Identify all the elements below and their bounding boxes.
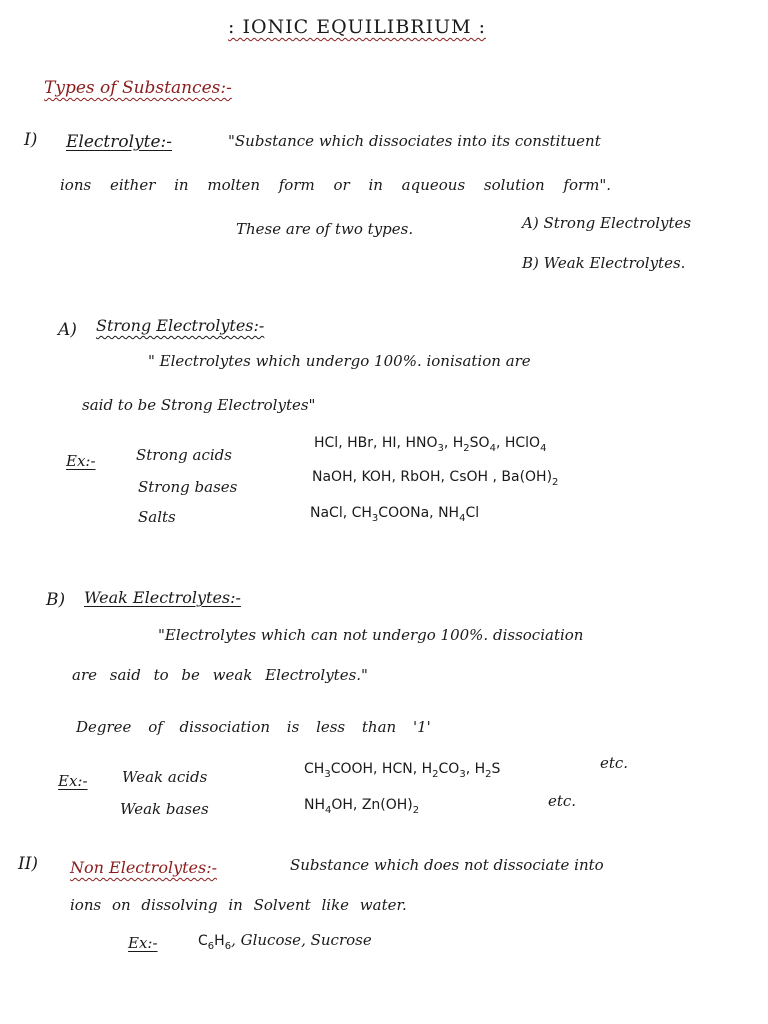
electrolyte-def-line2: ions either in molten form or in aqueous solution form". <box>60 176 612 194</box>
electrolyte-type-b: B) Weak Electrolytes. <box>522 254 686 272</box>
weak-acids-label: Weak acids <box>122 768 208 786</box>
formula: $NH_4OH$, $Zn(OH)_2$ <box>304 797 420 816</box>
strong-def-line1: " Electrolytes which undergo 100%. ionisation are <box>148 352 531 370</box>
strong-salts-label: Salts <box>138 508 176 526</box>
non-numeral: II) <box>18 854 39 874</box>
strong-bases-list <box>312 468 558 488</box>
weak-acids-etc: etc. <box>600 754 629 772</box>
example-sucrose: Sucrose <box>310 931 372 949</box>
page-title <box>228 18 486 37</box>
weak-bases-label: Weak bases <box>120 800 209 818</box>
formula: NaOH, KOH, RbOH, CsOH , $Ba(OH)_2$ <box>312 469 559 488</box>
non-def-line1: Substance which does not dissociate into <box>290 856 604 874</box>
strong-heading: Strong Electrolytes:- <box>96 316 265 335</box>
formula: $CH_3COOH$, HCN, $H_2CO_3$, $H_2S$ <box>304 761 501 780</box>
electrolyte-heading: Electrolyte:- <box>66 132 173 152</box>
weak-degree: Degree of dissociation is less than '1' <box>76 718 431 736</box>
strong-acids-label: Strong acids <box>136 446 232 464</box>
strong-bases-label: Strong bases <box>138 478 238 496</box>
types-heading: Types of Substances:- <box>44 78 232 98</box>
weak-bases-list <box>304 796 419 816</box>
weak-bases-etc: etc. <box>548 792 577 810</box>
formula: $C_6H_6$ <box>198 933 232 952</box>
weak-label: B) <box>46 590 66 610</box>
electrolyte-def-line1: "Substance which dissociates into its constituent <box>228 132 601 150</box>
non-ex-label: Ex:- <box>128 934 158 952</box>
electrolyte-type-a: A) Strong Electrolytes <box>522 214 692 232</box>
non-examples: $C_6H_6$, Glucose, Sucrose <box>198 931 372 952</box>
weak-ex-label: Ex:- <box>58 772 88 790</box>
weak-def-line1: "Electrolytes which can not undergo 100%. dissociation <box>158 626 584 644</box>
example-glucose: Glucose <box>240 931 302 949</box>
weak-acids-list <box>304 760 500 780</box>
weak-heading: Weak Electrolytes:- <box>84 588 241 607</box>
strong-label: A) <box>58 320 77 340</box>
formula: HCl, HBr, HI, $HNO_3$, $H_2SO_4$, HClO$_4$ <box>314 435 547 454</box>
electrolyte-numeral: I) <box>24 130 38 150</box>
strong-salts-list <box>310 504 479 524</box>
strong-ex-label: Ex:- <box>66 452 96 470</box>
electrolyte-types-intro: These are of two types. <box>236 220 414 238</box>
strong-acids-list <box>314 434 546 454</box>
non-heading: Non Electrolytes:- <box>70 858 218 877</box>
page-title-text: : IONIC EQUILIBRIUM : <box>228 16 486 38</box>
non-def-line2: ions on dissolving in Solvent like water. <box>70 896 407 914</box>
strong-def-line2: said to be Strong Electrolytes" <box>82 396 316 414</box>
formula: NaCl, $CH_3COONa$, $NH_4Cl$ <box>310 505 480 524</box>
weak-def-line2: are said to be weak Electrolytes." <box>72 666 368 684</box>
